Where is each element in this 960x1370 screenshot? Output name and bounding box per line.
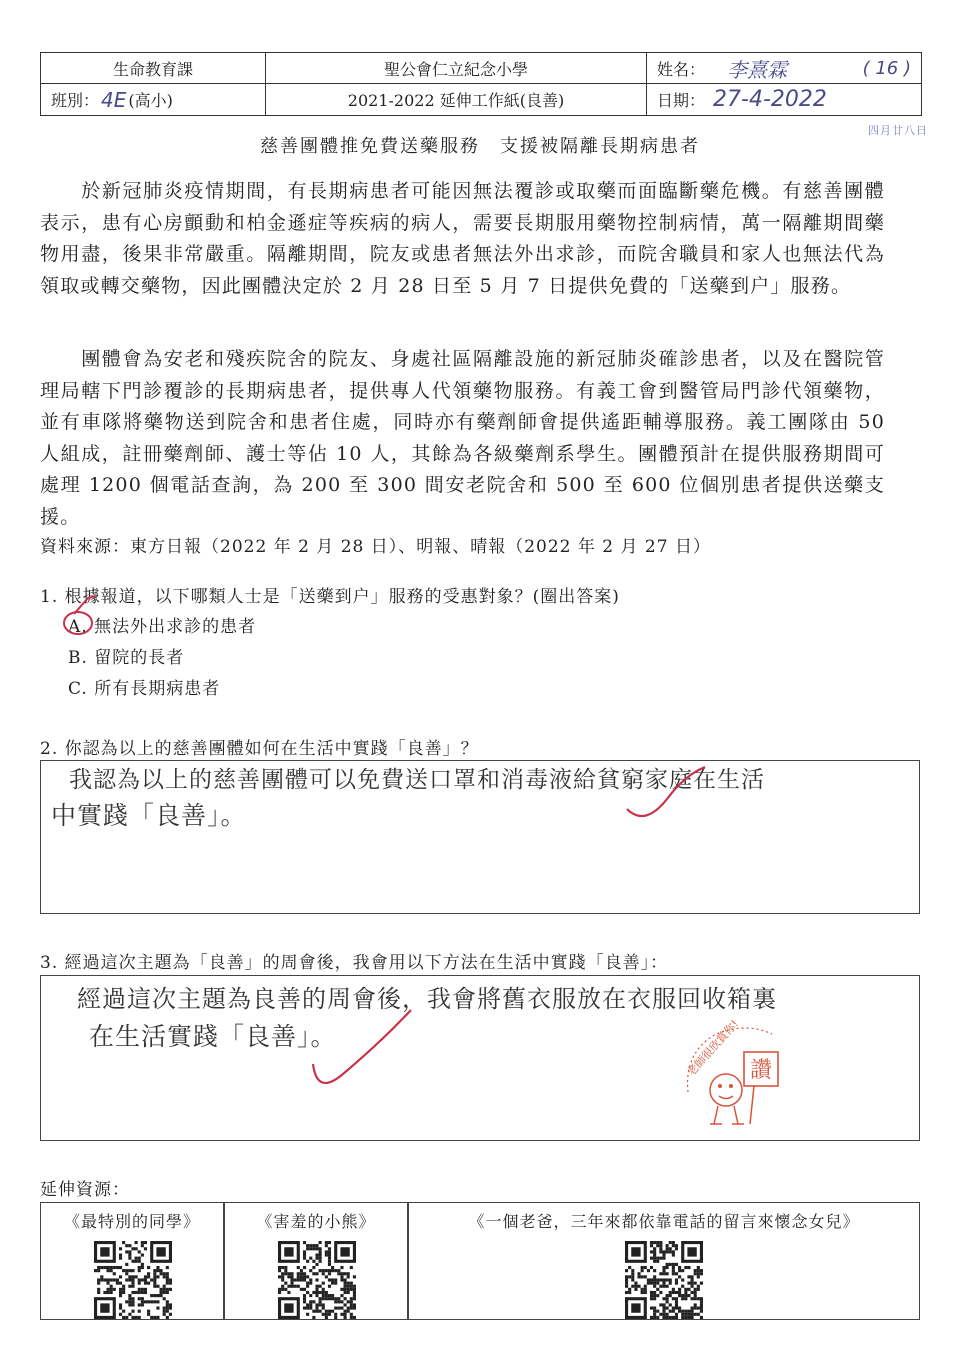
school-cell (266, 53, 647, 84)
qr-code-icon[interactable] (278, 1241, 356, 1319)
name-cell (647, 53, 921, 84)
student-name: 李熹霖 (727, 57, 788, 82)
date-value: 27-4-2022 (713, 87, 827, 112)
resource-title-3: 《一個老爸，三年來都依靠電話的留言來懷念女兒》 (468, 1212, 860, 1231)
article-source: 資料來源：東方日報（2022 年 2 月 28 日）、明報、晴報（2022 年 2 月 27 日） (40, 537, 711, 557)
date-label: 日期： (657, 91, 706, 110)
course-name: 生命教育課 (112, 59, 193, 79)
stamp-text: 老師很欣賞你! (684, 1017, 742, 1079)
class-suffix: (高小) (128, 91, 173, 110)
question-2: 2. 你認為以上的慈善團體如何在生活中實踐「良善」？ (40, 739, 479, 759)
worksheet-header (40, 52, 922, 116)
qr-code-icon[interactable] (625, 1241, 703, 1319)
resource-title-1: 《最特別的同學》 (63, 1212, 200, 1231)
q3-answer-line-1: 經過這次主題為良善的周會後，我會將舊衣服放在衣服回收箱裏 (77, 985, 777, 1013)
name-label: 姓名： (657, 59, 706, 79)
article-paragraph-1: 於新冠肺炎疫情期間，有長期病患者可能因無法覆診或取藥而面臨斷藥危機。有慈善團體表示，患有心房顫動和柏金遜症等疾病的病人，需要長期服用藥物控制病情，萬一隔離期間藥物用盡，後果非常嚴重。隔離期間，院友或患者無法外出求診，而院舍職員和家人也無法代為領取或轉交藥物，因此團體決定於 2 月 28 日至 5 月 7 日提供免費的「送藥到户」服務。 (40, 180, 885, 297)
stamp-badge: 讚 (749, 1058, 773, 1083)
article-paragraph-2: 團體會為安老和殘疾院舍的院友、身處社區隔離設施的新冠肺炎確診患者，以及在醫院管理局轄下門診覆診的長期病患者，提供專人代領藥物服務。有義工會到醫管局門診代領藥物，並有車隊將藥物送到院舍和患者住處，同時亦有藥劑師會提供遙距輔導服務。義工團隊由 50 人組成，註冊藥劑師、護士等佔 10 人，其餘為各級藥劑系學生。團體預計在提供服務期間可處理 1200 個電話查詢，為 200 至 300 間安老院舍和 500 至 600 位個別患者提供送藥支援。 (40, 348, 885, 528)
q1-option-a: A. 無法外出求診的患者 (68, 617, 257, 637)
course-cell (41, 53, 266, 84)
school-name: 聖公會仁立紀念小學 (383, 59, 528, 79)
class-value: 4E (101, 87, 127, 112)
q2-answer-line-1: 我認為以上的慈善團體可以免費送口罩和消毒液給貧窮家庭在生活 (69, 767, 765, 793)
class-label: 班別： (51, 91, 100, 110)
q2-answer-line-2: 中實踐「良善」。 (51, 801, 247, 830)
q1-option-c: C. 所有長期病患者 (68, 679, 221, 699)
q1-option-b: B. 留院的長者 (68, 648, 185, 668)
student-number: ( 16 ) (862, 57, 911, 79)
article-title: 慈善團體推免費送藥服務 支援被隔離長期病患者 (260, 136, 700, 157)
class-cell (41, 84, 266, 115)
resource-title-2: 《害羞的小熊》 (256, 1212, 376, 1231)
date-cell (647, 84, 921, 115)
resource-card-1[interactable] (40, 1202, 224, 1320)
q2-answer-box[interactable] (40, 760, 920, 914)
worksheet-cell (266, 84, 647, 115)
check-mark (621, 765, 711, 825)
q3-answer-line-2: 在生活實踐「良善」。 (89, 1022, 337, 1051)
resource-card-2[interactable] (224, 1202, 408, 1320)
check-mark (303, 1004, 423, 1094)
question-3: 3. 經過這次主題為「良善」的周會後，我會用以下方法在生活中實踐「良善」： (40, 953, 669, 973)
qr-code-icon[interactable] (94, 1241, 172, 1319)
received-date-stamp: 四月廿八日 (868, 124, 928, 137)
resource-card-3[interactable] (408, 1202, 920, 1320)
teacher-praise-stamp (676, 1012, 786, 1132)
resources-label: 延伸資源： (40, 1180, 130, 1200)
answer-circle-mark (58, 592, 118, 638)
q3-answer-box[interactable] (40, 975, 920, 1141)
worksheet-title: 2021-2022 延伸工作紙(良善) (347, 91, 565, 110)
question-1: 1. 根據報道，以下哪類人士是「送藥到户」服務的受惠對象？(圈出答案) (40, 587, 620, 607)
